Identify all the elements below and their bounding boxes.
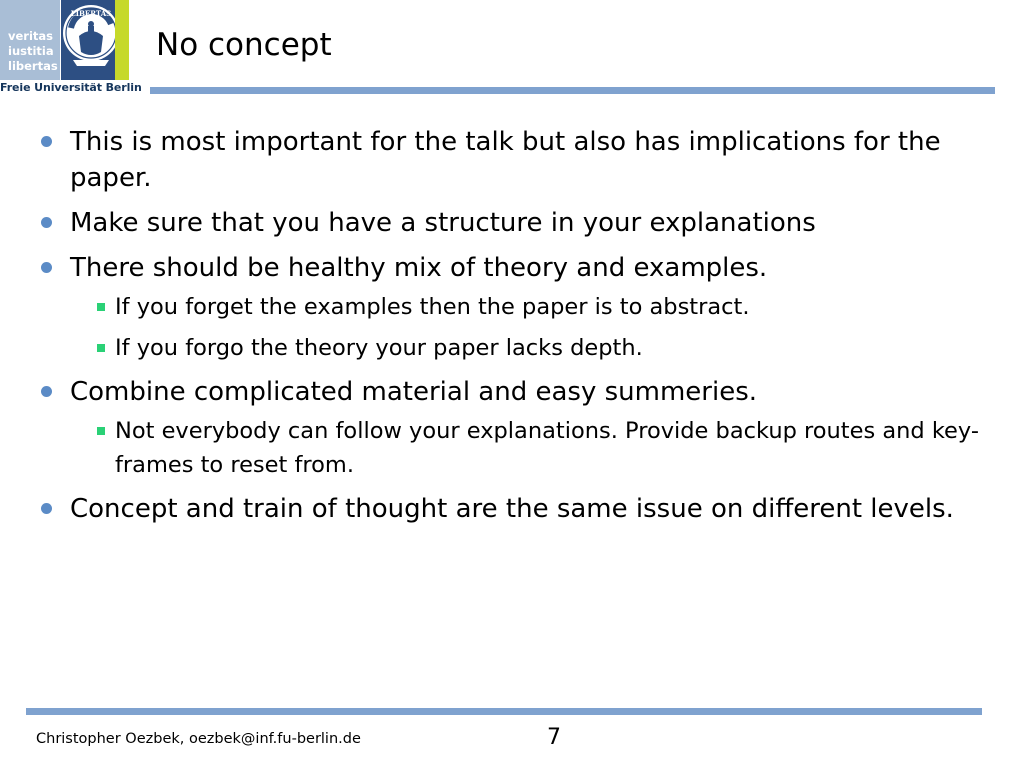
sub-bullet-list [70,290,1000,365]
bullet-text: This is most important for the talk but also has implications for the paper. [70,127,941,193]
svg-text:LIBERTAS: LIBERTAS [70,9,112,18]
bullet-text: Concept and train of thought are the same issue on different levels. [70,494,954,524]
bullet-item [40,205,1000,241]
square-bullet-icon [97,344,105,352]
sub-bullet-text: Not everybody can follow your explanations. Provide backup routes and key-frames to reset from. [115,418,979,478]
bullet-dot-icon [41,503,52,514]
bullet-dot-icon [41,217,52,228]
logo-motto [8,29,58,74]
bullet-item [40,374,1000,482]
bullet-text: Combine complicated material and easy summeries. [70,377,758,407]
slide-title: No concept [156,27,332,63]
footer-author: Christopher Oezbek, oezbek@inf.fu-berlin.de [36,731,361,747]
footer-divider [26,708,982,715]
sub-bullet-item [70,331,1000,365]
title-divider [150,87,995,94]
bullet-item [40,250,1000,365]
square-bullet-icon [97,427,105,435]
page-number: 7 [547,725,561,750]
sub-bullet-item [70,414,1000,482]
logo-motto-word: iustitia [8,44,54,58]
bullet-dot-icon [41,262,52,273]
bullet-item [40,491,1000,527]
logo-accent-bar [115,0,129,80]
bullet-text: Make sure that you have a structure in your explanations [70,208,816,238]
sub-bullet-text: If you forget the examples then the paper is to abstract. [115,294,750,320]
university-logo [0,0,150,96]
bullet-dot-icon [41,386,52,397]
square-bullet-icon [97,303,105,311]
sub-bullet-item [70,290,1000,324]
sub-bullet-list [70,414,1000,482]
bullet-text: There should be healthy mix of theory and examples. [70,253,768,283]
bullet-item [40,124,1000,196]
sub-bullet-text: If you forgo the theory your paper lacks depth. [115,335,643,361]
bullet-list [40,124,1000,536]
bullet-dot-icon [41,136,52,147]
seal-icon [61,0,121,80]
university-name: Freie Universität Berlin [0,81,142,94]
logo-motto-word: veritas [8,29,54,43]
logo-motto-word: libertas [8,59,58,73]
